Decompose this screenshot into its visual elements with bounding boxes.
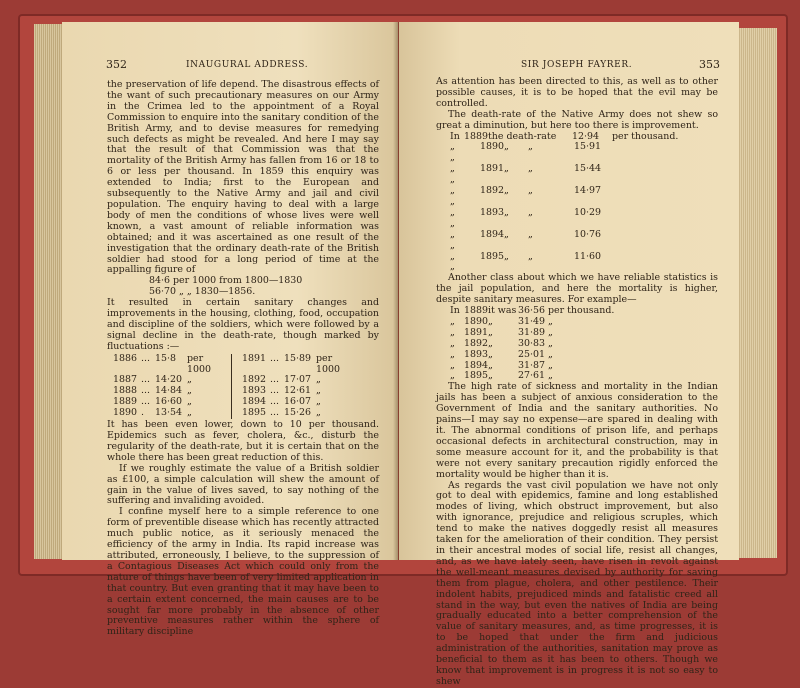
table-cell-year: 1886 xyxy=(113,352,138,364)
table-row xyxy=(450,142,718,164)
table-cell-lead: „ xyxy=(450,359,455,371)
table-cell-q1: „ xyxy=(488,348,493,360)
table-cell-year: 1893 xyxy=(242,385,267,397)
table-cell-q2: „ xyxy=(528,141,533,153)
table-cell-q2: „ xyxy=(528,185,533,197)
table-cell-year: 1890 xyxy=(113,407,138,419)
table-cell-unit: „ xyxy=(450,217,455,229)
table-cell-unit: „ xyxy=(548,326,553,338)
table-cell-q1: „ xyxy=(504,185,509,197)
table-cell-lead: „ xyxy=(450,370,455,382)
table-cell-rate: 31·87 xyxy=(518,359,546,371)
table-cell-year: 1891 xyxy=(242,352,267,364)
table-cell-lead: „ xyxy=(450,141,455,153)
table-cell-unit: „ xyxy=(548,359,553,371)
table-row xyxy=(450,252,718,274)
table-column-b xyxy=(231,354,356,419)
left-body xyxy=(107,80,379,638)
table-cell-q2: „ xyxy=(528,228,533,240)
table-cell-unit: „ xyxy=(450,239,455,251)
table-cell-unit: „ xyxy=(548,348,553,360)
table-cell-year: 1895 xyxy=(242,407,267,419)
table-cell-lead: „ xyxy=(450,326,455,338)
paragraph: As attention has been directed to this, as well as to other possible causes, it is to be hoped that the evil may be controlled. xyxy=(436,76,718,109)
table-cell-rate: 25·01 xyxy=(518,348,546,360)
paragraph: If we roughly estimate the value of a British soldier as £100, a simple calculation will shew the amount of gain in the value of lives saved, to say nothing of the suffering and invaliding avoided. xyxy=(107,462,379,507)
table-cell-sep: ... xyxy=(141,385,150,397)
table-cell-unit: „ xyxy=(548,337,553,349)
table-cell-rate: 31·89 xyxy=(518,326,546,338)
table-cell-year: 1891 xyxy=(464,326,489,338)
death-rate-figures xyxy=(107,276,379,298)
table-cell-unit: „ xyxy=(548,370,553,382)
table-cell-year: 1893 xyxy=(464,348,489,360)
table-cell-sep: ... xyxy=(141,396,150,408)
table-cell-unit: „ xyxy=(316,396,321,408)
table-cell-q1: „ xyxy=(488,315,493,327)
table-cell-q1: „ xyxy=(488,359,493,371)
figure-value: 56·70 xyxy=(149,286,177,298)
table-column-a xyxy=(107,354,227,419)
table-cell-q1: „ xyxy=(504,163,509,175)
table-row xyxy=(450,208,718,230)
table-cell-rate: 14·97 xyxy=(574,185,602,197)
table-cell-unit: per 1000 xyxy=(187,352,212,375)
native-army-table xyxy=(436,132,718,274)
table-cell-rate: 15·26 xyxy=(284,407,312,419)
table-cell-unit: „ xyxy=(450,174,455,186)
table-cell-rate: 14·84 xyxy=(155,385,183,397)
table-cell-year: 1894 xyxy=(480,228,505,240)
paragraph: Another class about which we have reliable statistics is the jail population, and here the mortality is higher, despite sanitary measures. For example— xyxy=(436,272,718,306)
table-cell-q2: „ xyxy=(528,206,533,218)
table-cell-sep: ... xyxy=(141,352,150,364)
table-cell-unit: per 1000 xyxy=(316,352,341,375)
table-cell-lead: „ xyxy=(450,348,455,360)
right-page-edges xyxy=(738,28,777,558)
table-cell-year: 1893 xyxy=(480,206,505,218)
running-head: INAUGURAL ADDRESS. xyxy=(186,60,309,70)
table-cell-rate: 16·07 xyxy=(284,396,312,408)
right-page xyxy=(399,22,739,687)
table-cell-lead: „ xyxy=(450,337,455,349)
table-cell-unit: „ xyxy=(450,261,455,273)
table-cell-year: 1889 xyxy=(464,130,489,142)
table-cell-sep: ... xyxy=(270,396,279,408)
jail-table xyxy=(436,306,718,382)
table-cell-unit: „ xyxy=(316,374,321,386)
table-cell-q1: „ xyxy=(504,206,509,218)
figure-text: „ „ 1830—1856. xyxy=(179,286,256,298)
table-cell-year: 1891 xyxy=(480,163,505,175)
table-cell-rate: 15·44 xyxy=(574,163,602,175)
table-cell-year: 1892 xyxy=(464,337,489,349)
table-cell-lead: In xyxy=(450,130,460,142)
table-cell-q1: it was xyxy=(488,305,517,317)
fluctuation-table xyxy=(107,354,379,419)
table-cell-lead: „ xyxy=(450,250,455,262)
table-cell-rate: 16·60 xyxy=(155,396,183,408)
table-cell-year: 1890 xyxy=(464,315,489,327)
table-cell-q1: the death-rate xyxy=(488,130,557,142)
figure-value: 84·6 xyxy=(149,275,171,287)
table-cell-unit: „ xyxy=(187,374,192,386)
table-cell-year: 1889 xyxy=(113,396,138,408)
paragraph: The death-rate of the Native Army does not shew so great a diminution, but here too there is improvement. xyxy=(436,108,718,131)
table-cell-rate: 31·49 xyxy=(518,315,546,327)
table-cell-rate: 17·07 xyxy=(284,374,312,386)
left-page-edges xyxy=(34,24,65,559)
table-cell-rate: 27·61 xyxy=(518,370,546,382)
table-cell-year: 1888 xyxy=(113,385,138,397)
table-row xyxy=(450,350,718,361)
table-cell-unit: per thousand. xyxy=(548,305,615,317)
table-cell-lead: „ xyxy=(450,185,455,197)
table-cell-rate: 12·94 xyxy=(572,130,600,142)
table-cell-rate: 14·20 xyxy=(155,374,183,386)
table-cell-year: 1889 xyxy=(464,305,489,317)
table-cell-sep: ... xyxy=(270,352,279,364)
table-cell-rate: 15·89 xyxy=(284,352,312,364)
table-cell-unit: per thousand. xyxy=(612,130,679,142)
table-cell-q1: „ xyxy=(488,326,493,338)
table-cell-sep: . xyxy=(141,407,144,419)
table-row xyxy=(450,186,718,208)
table-cell-lead: In xyxy=(450,305,460,317)
table-cell-sep: ... xyxy=(270,374,279,386)
table-cell-unit: „ xyxy=(187,407,192,419)
table-cell-rate: 13·54 xyxy=(155,407,183,419)
table-cell-sep: ... xyxy=(270,385,279,397)
page-number: 353 xyxy=(699,58,720,71)
table-cell-year: 1892 xyxy=(480,185,505,197)
table-cell-unit: „ xyxy=(187,385,192,397)
running-head: SIR JOSEPH FAYRER. xyxy=(521,60,633,70)
table-cell-rate: 15·91 xyxy=(574,141,602,153)
paragraph: It resulted in certain sanitary changes and improvements in the housing, clothing, food, occupation and discipline of the soldiers, which were followed by a signal decline in the death-rate, though marked by fluctuations :— xyxy=(107,297,379,352)
table-cell-lead: „ xyxy=(450,163,455,175)
table-cell-rate: 36·56 xyxy=(518,305,546,317)
table-cell-lead: „ xyxy=(450,228,455,240)
table-cell-sep: ... xyxy=(141,374,150,386)
table-cell-lead: „ xyxy=(450,206,455,218)
paragraph: As regards the vast civil population we have not only got to deal with epidemics, famine and long established modes of living, which obstruct improvement, but also with ignorance, prejudice and religious scruples, which tend to make the natives doggedly resist all measures taken for the amelioration of their condition. They persist in their ancestral modes of social life, resist all changes, and, as we have lately seen, have risen in revolt against the well-meant measures devised by authority for saving them from plague, cholera, and other pestilence. Their indolent habits, prejudiced minds and fatalistic creed all stand in the way, but even the natives of India are being gradually educated into a better comprehension of the value of sanitary measures, and, as time progresses, it is to be hoped that under the firm and judicious administration of the authorities, sanitation may prove as beneficial to them as it has been to others. Though we know that improvement is in progress it is not so easy to shew xyxy=(436,479,718,687)
table-cell-rate: 10·29 xyxy=(574,206,602,218)
left-page xyxy=(62,22,398,638)
table-cell-year: 1890 xyxy=(480,141,505,153)
table-cell-year: 1892 xyxy=(242,374,267,386)
table-cell-sep: ... xyxy=(270,407,279,419)
table-cell-year: 1894 xyxy=(464,359,489,371)
table-cell-q1: „ xyxy=(504,141,509,153)
table-cell-rate: 12·61 xyxy=(284,385,312,397)
table-cell-unit: „ xyxy=(450,195,455,207)
table-cell-year: 1887 xyxy=(113,374,138,386)
paragraph: I confine myself here to a simple reference to one form of preventible disease which has recently attracted much public notice, as it seriously menaced the efficiency of the army in India. Its rapid increase was attributed, erroneously, I believe, to the suppression of a Contagious Diseases Act which could only from the nature of things have been of very limited application in that country. But even granting that it may have been to a certain extent concerned, the main causes are to be sought far more probably in the absence of other preventive measures rather within the sphere of military discipline xyxy=(107,506,379,638)
table-cell-unit: „ xyxy=(316,385,321,397)
paragraph: The high rate of sickness and mortality in the Indian jails has been a subject of anxious consideration to the Government of India and the sanitary authorities. No pains—I may say no expense—are spared in dealing with it. The abnormal conditions of prison life, and perhaps occasional defects in architectural construction, may in some measure account for it, and the probability is that were not every sanitary precaution rigidly enforced the mortality would be higher than it is. xyxy=(436,381,718,480)
table-cell-lead: „ xyxy=(450,315,455,327)
table-cell-rate: 15·8 xyxy=(155,352,177,364)
table-cell-q1: „ xyxy=(488,337,493,349)
table-cell-q1: „ xyxy=(504,228,509,240)
table-cell-unit: „ xyxy=(187,396,192,408)
table-cell-rate: 30·83 xyxy=(518,337,546,349)
table-cell-q2: „ xyxy=(528,250,533,262)
table-cell-year: 1895 xyxy=(480,250,505,262)
table-cell-rate: 10·76 xyxy=(574,228,602,240)
table-cell-rate: 11·60 xyxy=(574,250,602,262)
table-cell-q1: „ xyxy=(488,370,493,382)
table-cell-unit: „ xyxy=(548,315,553,327)
table-cell-q2: „ xyxy=(528,163,533,175)
paragraph: the preservation of life depend. The disastrous effects of the want of such precautionary measures on our Army in the Crimea led to the appointment of a Royal Commission to enquire into the sanitary condition of the British Army, and to devise measures for remedying such defects as might be revealed. And here I may say that the result of that Commission was that the mortality of the British Army has fallen from 16 or 18 to 6 or less per thousand. In 1859 this enquiry was extended to India; first to the European and subsequently to the Native Army and jail and civil population. The enquiry having to deal with a large body of men the conditions of whose lives were well known, a vast amount of reliable information was obtained; and it was ascertained as one result of the investigation that the ordinary death-rate of the British soldier had stood for a long period of time at the appalling figure of xyxy=(107,79,379,276)
page-number: 352 xyxy=(106,58,127,71)
paragraph: It has been even lower, down to 10 per thousand. Epidemics such as fever, cholera, &c., disturb the regularity of the death-rate, but it is certain that on the whole there has been great reduction of this. xyxy=(107,419,379,463)
table-row xyxy=(450,164,718,186)
table-cell-year: 1894 xyxy=(242,396,267,408)
table-cell-q1: „ xyxy=(504,250,509,262)
table-cell-unit: „ xyxy=(316,407,321,419)
figure-text: per 1000 from 1800—1830 xyxy=(173,275,303,287)
table-cell-unit: „ xyxy=(450,152,455,164)
table-cell-year: 1895 xyxy=(464,370,489,382)
right-body xyxy=(436,77,718,688)
table-row xyxy=(450,230,718,252)
